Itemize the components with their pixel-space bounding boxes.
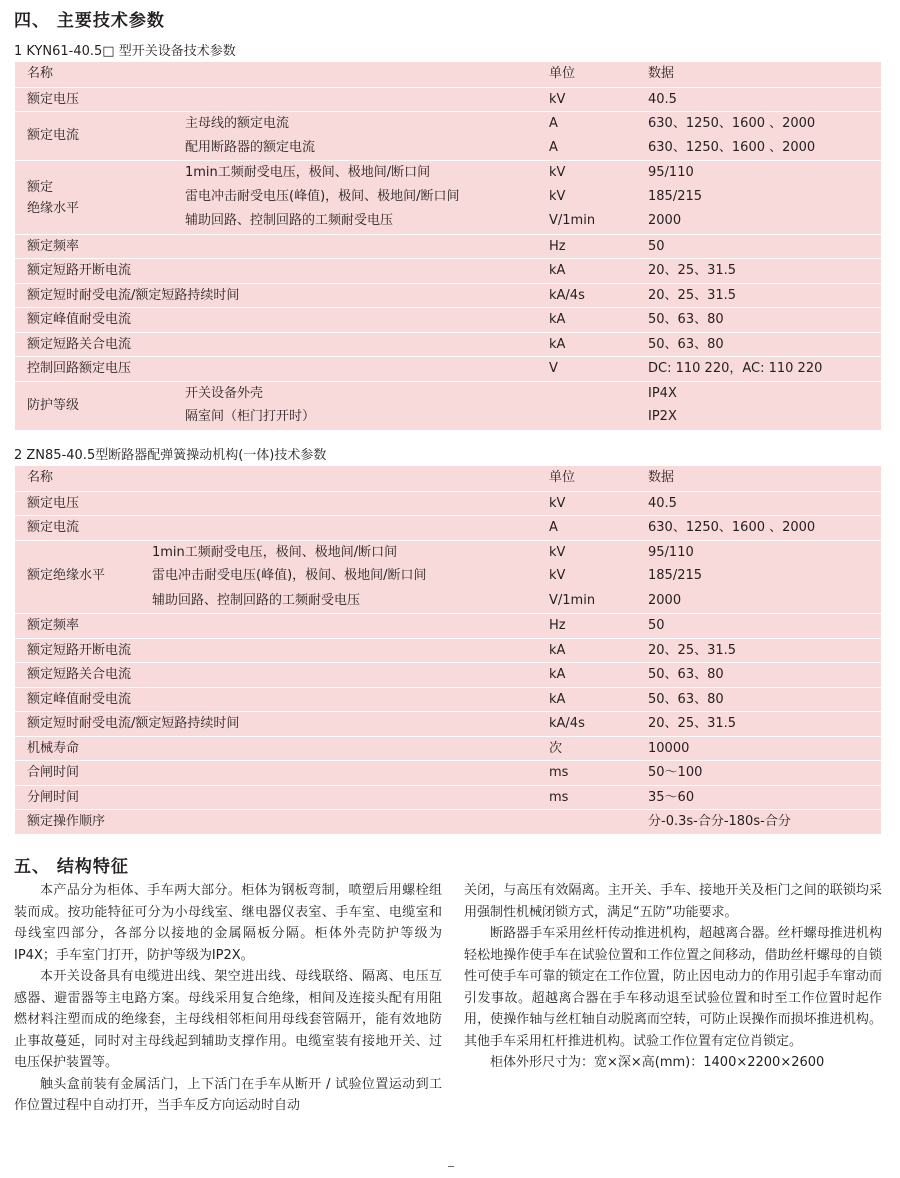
row-value: 630、1250、1600 、2000 bbox=[648, 116, 816, 131]
row-group-label: 额定绝缘水平 bbox=[27, 568, 106, 583]
row-name: 额定短路关合电流 bbox=[27, 336, 132, 352]
table-row bbox=[15, 515, 881, 541]
row-name: 额定频率 bbox=[27, 238, 80, 254]
row-sub-name: 雷电冲击耐受电压(峰值)，极间、极地间/断口间 bbox=[152, 568, 427, 583]
table-row bbox=[15, 356, 881, 382]
paragraph: 触头盒前装有金属活门，上下活门在手车从断开 / 试验位置运动到工作位置过程中自动打开，当手车反方向运动时自动 bbox=[14, 1076, 442, 1113]
row-value: 50、63、80 bbox=[648, 336, 724, 352]
table-row bbox=[15, 589, 881, 614]
header-value: 数据 bbox=[648, 470, 675, 485]
header-name: 名称 bbox=[27, 470, 54, 485]
row-value: 95/110 bbox=[648, 544, 694, 560]
row-group-label: 防护等级 bbox=[27, 398, 80, 413]
row-value: 2000 bbox=[648, 213, 682, 228]
row-sub-name: 隔室间（柜门打开时） bbox=[185, 409, 316, 424]
row-unit: A bbox=[549, 139, 558, 155]
row-unit: Hz bbox=[549, 238, 566, 254]
row-name: 合闸时间 bbox=[27, 765, 80, 780]
header-value: 数据 bbox=[648, 66, 675, 81]
row-name: 额定峰值耐受电流 bbox=[27, 691, 132, 707]
section4-title: 四、 主要技术参数 bbox=[14, 11, 165, 31]
row-value: 10000 bbox=[648, 740, 690, 756]
row-unit: kV bbox=[549, 165, 566, 180]
table-row bbox=[15, 209, 881, 234]
row-unit: kA/4s bbox=[549, 287, 585, 303]
table-row bbox=[15, 760, 881, 786]
row-value: 2000 bbox=[648, 592, 682, 608]
row-value: 35～60 bbox=[648, 789, 695, 805]
row-unit: kV bbox=[549, 495, 566, 511]
row-value: 50 bbox=[648, 618, 665, 633]
row-value: 20、25、31.5 bbox=[648, 716, 737, 731]
row-unit: V/1min bbox=[549, 213, 596, 228]
row-value: 50～100 bbox=[648, 765, 703, 780]
table-row bbox=[15, 283, 881, 309]
table-row bbox=[15, 687, 881, 713]
row-name: 额定短路开断电流 bbox=[27, 642, 132, 658]
table-row bbox=[15, 307, 881, 333]
table-row bbox=[15, 662, 881, 688]
row-sub-name: 雷电冲击耐受电压(峰值)，极间、极地间/断口间 bbox=[185, 188, 460, 204]
row-unit: kA bbox=[549, 312, 566, 327]
row-value: 95/110 bbox=[648, 165, 694, 180]
row-name: 额定短时耐受电流/额定短路持续时间 bbox=[27, 716, 240, 731]
row-name: 额定短时耐受电流/额定短路持续时间 bbox=[27, 287, 240, 303]
row-value: 20、25、31.5 bbox=[648, 263, 737, 278]
row-unit: A bbox=[549, 520, 558, 535]
row-unit: kA/4s bbox=[549, 716, 585, 731]
row-value: 40.5 bbox=[648, 91, 677, 107]
table2-header bbox=[15, 466, 881, 491]
header-unit: 单位 bbox=[549, 66, 576, 81]
table2-caption: 2 ZN85-40.5型断路器配弹簧操动机构(一体)技术参数 bbox=[14, 448, 327, 463]
row-name: 额定电压 bbox=[27, 495, 80, 511]
table-row bbox=[15, 332, 881, 358]
table-row bbox=[15, 136, 881, 161]
row-sub-name: 辅助回路、控制回路的工频耐受电压 bbox=[185, 213, 394, 228]
table-row bbox=[15, 381, 881, 407]
table-row bbox=[15, 160, 881, 186]
row-value: 185/215 bbox=[648, 188, 703, 204]
table-row bbox=[15, 185, 881, 210]
row-group-label: 额定 bbox=[27, 180, 54, 195]
row-sub-name: 主母线的额定电流 bbox=[185, 116, 290, 131]
row-value: 40.5 bbox=[648, 495, 677, 511]
row-value: IP2X bbox=[648, 409, 677, 424]
row-value: 50、63、80 bbox=[648, 312, 724, 327]
table-row bbox=[15, 613, 881, 639]
table-row bbox=[15, 711, 881, 737]
row-name: 额定操作顺序 bbox=[27, 814, 106, 829]
table-row bbox=[15, 111, 881, 137]
row-value: 630、1250、1600 、2000 bbox=[648, 139, 816, 155]
row-unit: V bbox=[549, 361, 558, 376]
row-name: 额定电流 bbox=[27, 520, 80, 535]
table-row bbox=[15, 540, 881, 566]
table-row bbox=[15, 405, 881, 430]
table-row bbox=[15, 234, 881, 260]
table-row bbox=[15, 564, 881, 589]
table-row bbox=[15, 258, 881, 284]
row-sub-name: 1min工频耐受电压，极间、极地间/断口间 bbox=[152, 544, 398, 560]
header-name: 名称 bbox=[27, 66, 54, 81]
left-column-text bbox=[14, 880, 442, 1117]
row-sub-name: 配用断路器的额定电流 bbox=[185, 139, 316, 155]
row-value: 630、1250、1600 、2000 bbox=[648, 520, 816, 535]
row-unit: kV bbox=[549, 91, 566, 107]
paragraph: 柜体外形尺寸为：宽×深×高(mm)：1400×2200×2600 bbox=[490, 1055, 825, 1070]
table-row bbox=[15, 491, 881, 517]
right-column-text bbox=[464, 880, 882, 1074]
row-unit: kA bbox=[549, 642, 566, 658]
row-unit: Hz bbox=[549, 618, 566, 633]
row-unit: kA bbox=[549, 667, 566, 682]
table-row bbox=[15, 785, 881, 811]
row-unit: ms bbox=[549, 765, 569, 780]
row-value: 50、63、80 bbox=[648, 691, 724, 707]
table1-caption: 1 KYN61-40.5□ 型开关设备技术参数 bbox=[14, 44, 236, 59]
row-name: 额定电压 bbox=[27, 91, 80, 107]
row-value: 185/215 bbox=[648, 568, 703, 583]
table1 bbox=[15, 62, 881, 430]
row-sub-name: 1min工频耐受电压，极间、极地间/断口间 bbox=[185, 165, 431, 180]
row-value: IP4X bbox=[648, 385, 677, 401]
row-name: 分闸时间 bbox=[27, 789, 80, 805]
section5-title: 五、 结构特征 bbox=[14, 857, 129, 877]
row-group-label: 额定电流 bbox=[27, 128, 80, 143]
row-value: 50、63、80 bbox=[648, 667, 724, 682]
header-unit: 单位 bbox=[549, 470, 576, 485]
row-value: 50 bbox=[648, 238, 665, 254]
row-unit: 次 bbox=[549, 740, 563, 756]
row-unit: kV bbox=[549, 188, 566, 204]
paragraph: 本开关设备具有电缆进出线、架空进出线、母线联络、隔离、电压互感器、避雷器等主电路方案。母线采用复合绝缘，相间及连接头配有用阻燃材料注塑而成的绝缘套，主母线相邻柜间用母线套管隔开，能有效地防止事故蔓延，同时对主母线起到辅助支撑作用。电缆室装有接地开关、过电压保护装置等。 bbox=[14, 969, 442, 1070]
row-unit: ms bbox=[549, 789, 569, 805]
row-value: 20、25、31.5 bbox=[648, 287, 737, 303]
table-row bbox=[15, 736, 881, 762]
row-sub-name: 辅助回路、控制回路的工频耐受电压 bbox=[152, 592, 361, 608]
table1-header bbox=[15, 62, 881, 87]
row-sub-name: 开关设备外壳 bbox=[185, 385, 264, 401]
row-name: 控制回路额定电压 bbox=[27, 361, 132, 376]
row-name: 额定频率 bbox=[27, 618, 80, 633]
row-value: 20、25、31.5 bbox=[648, 642, 737, 658]
row-unit: kV bbox=[549, 568, 566, 583]
row-unit: V/1min bbox=[549, 592, 596, 608]
row-group-label: 绝缘水平 bbox=[27, 201, 80, 216]
table2 bbox=[15, 466, 881, 834]
row-name: 额定短路关合电流 bbox=[27, 667, 132, 682]
table-row bbox=[15, 638, 881, 664]
row-name: 额定峰值耐受电流 bbox=[27, 312, 132, 327]
row-unit: kA bbox=[549, 263, 566, 278]
row-unit: kA bbox=[549, 336, 566, 352]
page-marker bbox=[448, 1166, 454, 1167]
row-unit: A bbox=[549, 116, 558, 131]
row-name: 额定短路开断电流 bbox=[27, 263, 132, 278]
paragraph: 断路器手车采用丝杆传动推进机构，超越离合器。丝杆螺母推进机构轻松地操作使手车在试验位置和工作位置之间移动，借助丝杆螺母的自锁性可使手车可靠的锁定在工作位置，防止因电动力的作用引起手车窜动而引发事故。超越离合器在手车移动退至试验位置和时至工作位置时起作用，使操作轴与丝杠轴自动脱离而空转，可防止误操作而损坏推进机构。其他手车采用杠杆推进机构。试验工作位置有定位肖锁定。 bbox=[464, 926, 882, 1049]
row-unit: kA bbox=[549, 691, 566, 707]
row-value: 分-0.3s-合分-180s-合分 bbox=[648, 814, 791, 829]
paragraph: 关闭，与高压有效隔离。主开关、手车、接地开关及柜门之间的联锁均采用强制性机械闭锁方式，满足“五防”功能要求。 bbox=[464, 883, 882, 920]
paragraph: 本产品分为柜体、手车两大部分。柜体为钢板弯制，喷塑后用螺栓组装而成。按功能特征可分为小母线室、继电器仪表室、手车室、电缆室和母线室四部分，各部分以接地的金属隔板分隔。柜体外壳防护等级为IP4X；手车室门打开，防护等级为IP2X。 bbox=[14, 883, 442, 963]
table-row bbox=[15, 809, 881, 835]
row-name: 机械寿命 bbox=[27, 740, 80, 756]
row-unit: kV bbox=[549, 544, 566, 560]
table-row bbox=[15, 87, 881, 113]
row-value: DC: 110 220，AC: 110 220 bbox=[648, 361, 823, 376]
